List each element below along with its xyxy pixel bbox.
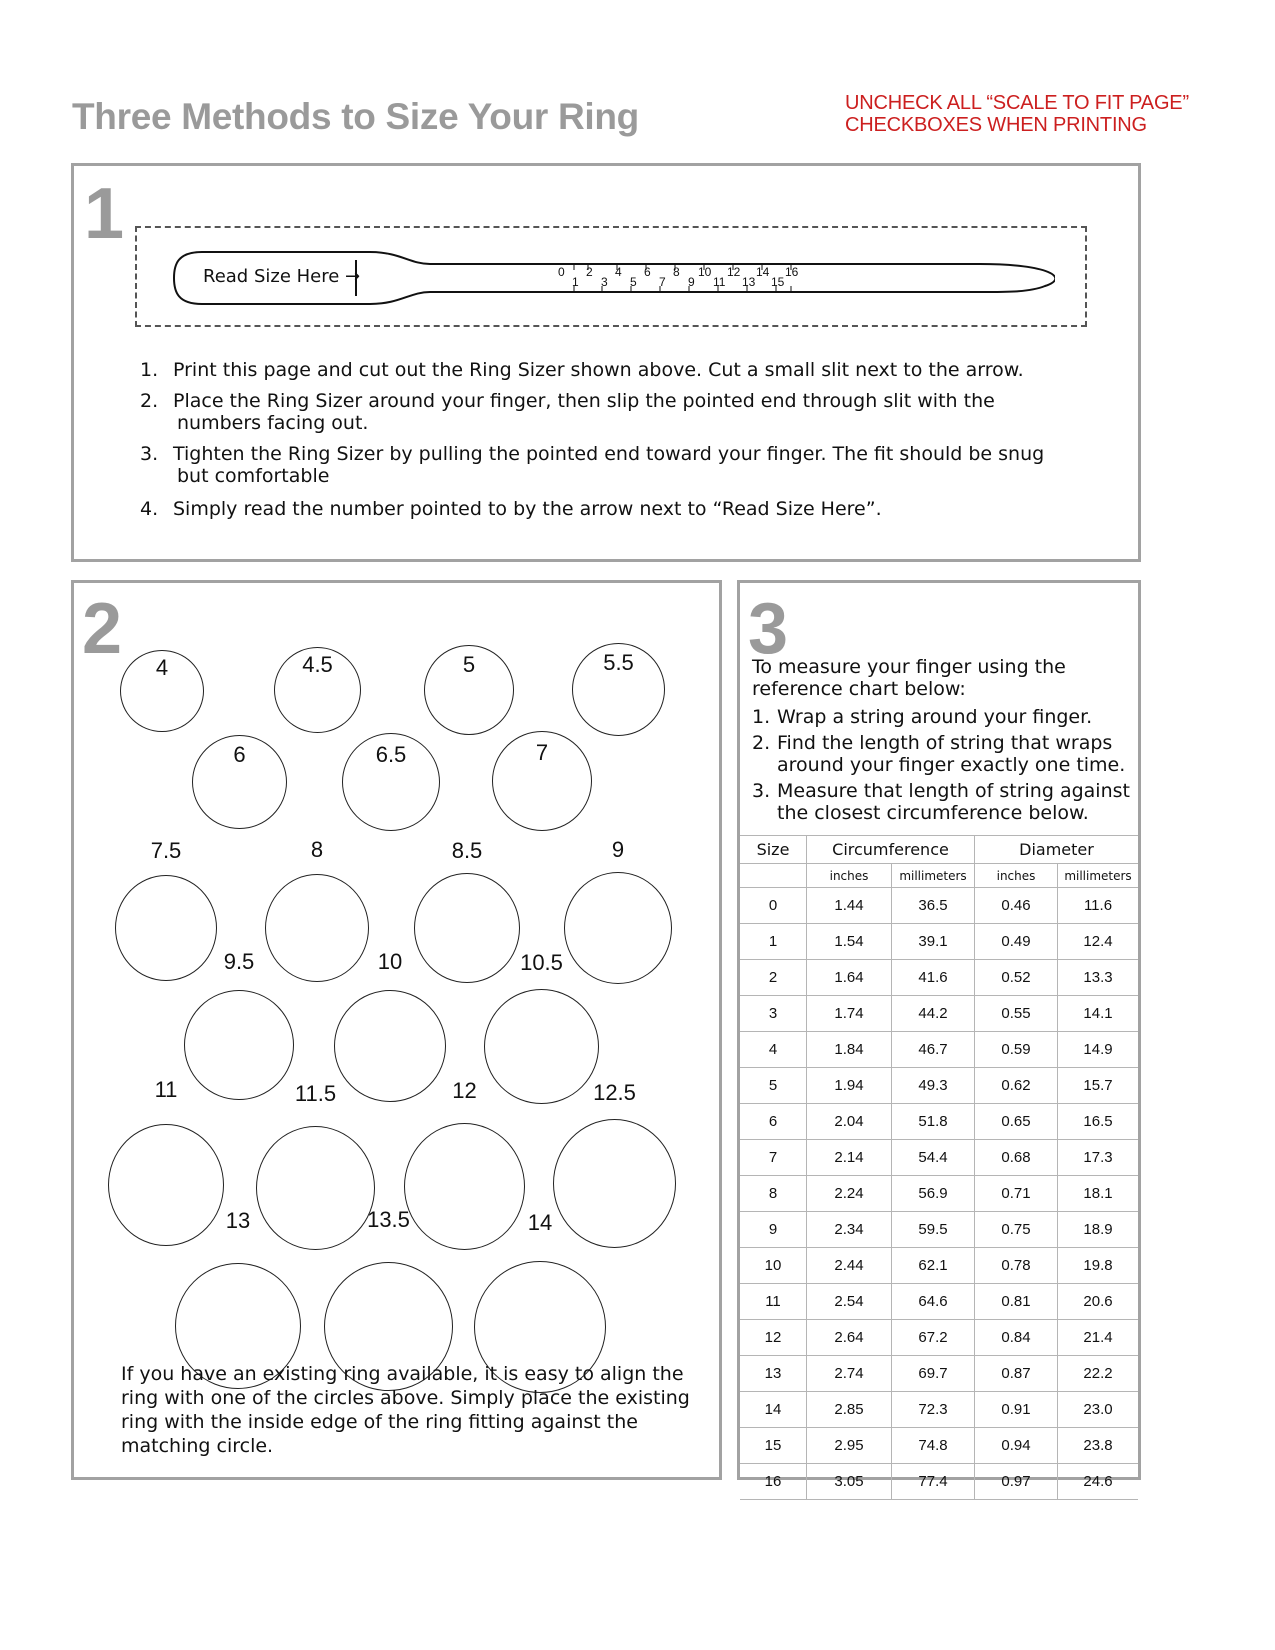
table-cell: 11.6 <box>1058 888 1139 924</box>
table-cell: 62.1 <box>892 1248 975 1284</box>
table-cell: 0.78 <box>975 1248 1058 1284</box>
print-warning-line-1: UNCHECK ALL “SCALE TO FIT PAGE” <box>845 92 1189 114</box>
ring-circle-11: 11 <box>108 1124 224 1246</box>
table-cell: 21.4 <box>1058 1320 1139 1356</box>
table-cell: 74.8 <box>892 1428 975 1464</box>
tick-5: 5 <box>630 275 637 289</box>
ring-circle-8-5: 8.5 <box>414 873 520 983</box>
table-cell: 56.9 <box>892 1176 975 1212</box>
table-cell: 1.54 <box>807 924 892 960</box>
table-cell: 6 <box>740 1104 807 1140</box>
table-cell: 2.14 <box>807 1140 892 1176</box>
ring-circle-13-5: 13.5 <box>324 1262 453 1391</box>
table-cell: 2.54 <box>807 1284 892 1320</box>
table-cell: 22.2 <box>1058 1356 1139 1392</box>
method-1-step-1: 1. Print this page and cut out the Ring Sizer shown above. Cut a small slit next to the arrow. <box>140 359 1024 381</box>
ring-circle-9: 9 <box>564 872 672 984</box>
table-cell: 0.62 <box>975 1068 1058 1104</box>
table-cell: 12 <box>740 1320 807 1356</box>
ring-circle-6-5: 6.5 <box>342 733 440 831</box>
table-cell: 3 <box>740 996 807 1032</box>
tick-4: 4 <box>615 265 622 279</box>
table-cell: 0 <box>740 888 807 924</box>
table-cell: 59.5 <box>892 1212 975 1248</box>
method-3-instructions <box>752 656 1132 824</box>
table-cell: 0.84 <box>975 1320 1058 1356</box>
table-cell: 0.75 <box>975 1212 1058 1248</box>
table-cell: 18.9 <box>1058 1212 1139 1248</box>
table-row <box>740 924 1138 960</box>
table-cell: 24.6 <box>1058 1464 1139 1500</box>
table-cell: 1.64 <box>807 960 892 996</box>
table-cell: 2.74 <box>807 1356 892 1392</box>
table-row <box>740 1428 1138 1464</box>
header-size: Size <box>740 836 807 864</box>
table-cell: 0.65 <box>975 1104 1058 1140</box>
ring-circle-12: 12 <box>404 1123 525 1250</box>
read-size-here-label: Read Size Here → <box>203 266 361 287</box>
method-2-instructions: If you have an existing ring available, it is easy to align the ring with one of the circles above. Simply place the existing ring with the inside edge of the ring fitting against the matching circle. <box>121 1363 690 1457</box>
table-cell: 9 <box>740 1212 807 1248</box>
ring-circle-4: 4 <box>120 650 204 732</box>
table-cell: 1.94 <box>807 1068 892 1104</box>
tick-6: 6 <box>644 265 651 279</box>
ring-circle-12-5: 12.5 <box>553 1119 676 1248</box>
table-cell: 13.3 <box>1058 960 1139 996</box>
table-row <box>740 1176 1138 1212</box>
tick-12: 12 <box>727 265 741 279</box>
tick-2: 2 <box>586 265 593 279</box>
method-1-number: 1 <box>84 174 125 254</box>
table-cell: 4 <box>740 1032 807 1068</box>
table-cell: 1.44 <box>807 888 892 924</box>
table-cell: 8 <box>740 1176 807 1212</box>
table-cell: 0.68 <box>975 1140 1058 1176</box>
table-cell: 7 <box>740 1140 807 1176</box>
table-row <box>740 1356 1138 1392</box>
table-cell: 13 <box>740 1356 807 1392</box>
table-row <box>740 1140 1138 1176</box>
table-row <box>740 1104 1138 1140</box>
method-1-step-3: 3. Tighten the Ring Sizer by pulling the pointed end toward your finger. The fit should be snug but comfortable <box>140 443 1045 487</box>
table-cell: 2.24 <box>807 1176 892 1212</box>
ring-circle-5: 5 <box>424 645 514 735</box>
table-row <box>740 1464 1138 1500</box>
page-title: Three Methods to Size Your Ring <box>72 96 639 137</box>
table-row <box>740 1392 1138 1428</box>
ring-circle-7: 7 <box>492 731 592 831</box>
tick-8: 8 <box>673 265 680 279</box>
method-2-number: 2 <box>82 589 123 669</box>
tick-3: 3 <box>601 275 608 289</box>
table-cell: 77.4 <box>892 1464 975 1500</box>
tick-15: 15 <box>771 275 785 289</box>
table-cell: 14.9 <box>1058 1032 1139 1068</box>
ring-circle-9-5: 9.5 <box>184 990 294 1100</box>
table-cell: 0.87 <box>975 1356 1058 1392</box>
table-header-row <box>740 836 1138 864</box>
table-cell: 0.71 <box>975 1176 1058 1212</box>
table-row <box>740 1320 1138 1356</box>
ring-circle-11-5: 11.5 <box>256 1126 375 1250</box>
table-cell: 0.94 <box>975 1428 1058 1464</box>
table-cell: 16.5 <box>1058 1104 1139 1140</box>
table-cell: 10 <box>740 1248 807 1284</box>
table-row <box>740 1284 1138 1320</box>
method-3-step-3: 3. Measure that length of string against the closest circumference below. <box>752 780 1130 824</box>
tick-9: 9 <box>688 275 695 289</box>
table-row <box>740 1032 1138 1068</box>
table-cell: 64.6 <box>892 1284 975 1320</box>
table-cell: 17.3 <box>1058 1140 1139 1176</box>
table-cell: 46.7 <box>892 1032 975 1068</box>
table-cell: 67.2 <box>892 1320 975 1356</box>
method-3-step-2: 2. Find the length of string that wraps around your finger exactly one time. <box>752 732 1126 776</box>
tick-14: 14 <box>756 265 770 279</box>
header-circumference: Circumference <box>807 836 975 864</box>
table-cell: 0.81 <box>975 1284 1058 1320</box>
ring-circle-6: 6 <box>192 735 287 829</box>
table-cell: 20.6 <box>1058 1284 1139 1320</box>
table-cell: 49.3 <box>892 1068 975 1104</box>
tick-0: 0 <box>558 265 565 279</box>
table-row <box>740 996 1138 1032</box>
table-row <box>740 1212 1138 1248</box>
method-3-intro: To measure your finger using the reference chart below: <box>752 656 1066 700</box>
tick-13: 13 <box>742 275 756 289</box>
ring-size-chart <box>740 835 1138 1500</box>
method-1-step-4: 4. Simply read the number pointed to by the arrow next to “Read Size Here”. <box>140 498 882 520</box>
table-cell: 16 <box>740 1464 807 1500</box>
table-cell: 2.95 <box>807 1428 892 1464</box>
table-cell: 23.0 <box>1058 1392 1139 1428</box>
ring-circle-10-5: 10.5 <box>484 989 599 1104</box>
tick-10: 10 <box>698 265 712 279</box>
table-cell: 0.91 <box>975 1392 1058 1428</box>
method-1-step-2: 2. Place the Ring Sizer around your finger, then slip the pointed end through slit with the numbers facing out. <box>140 390 995 434</box>
table-cell: 5 <box>740 1068 807 1104</box>
table-cell: 11 <box>740 1284 807 1320</box>
table-cell: 69.7 <box>892 1356 975 1392</box>
subheader-circ-mm: millimeters <box>892 864 975 888</box>
tick-16: 16 <box>785 265 799 279</box>
ring-circle-13: 13 <box>175 1263 301 1389</box>
arrow-right-icon: → <box>345 266 361 287</box>
table-row <box>740 1068 1138 1104</box>
table-cell: 44.2 <box>892 996 975 1032</box>
table-body <box>740 888 1138 1500</box>
ring-circle-7-5: 7.5 <box>115 875 217 981</box>
print-warning-line-2: CHECKBOXES WHEN PRINTING <box>845 114 1147 136</box>
table-cell: 41.6 <box>892 960 975 996</box>
header-diameter: Diameter <box>975 836 1139 864</box>
table-cell: 54.4 <box>892 1140 975 1176</box>
table-cell: 18.1 <box>1058 1176 1139 1212</box>
table-cell: 3.05 <box>807 1464 892 1500</box>
table-row <box>740 888 1138 924</box>
method-3-number: 3 <box>748 589 789 669</box>
table-cell: 2.64 <box>807 1320 892 1356</box>
tick-11: 11 <box>713 275 726 289</box>
table-cell: 2.44 <box>807 1248 892 1284</box>
table-cell: 2 <box>740 960 807 996</box>
print-warning <box>845 92 1189 136</box>
table-cell: 72.3 <box>892 1392 975 1428</box>
table-cell: 36.5 <box>892 888 975 924</box>
table-cell: 2.04 <box>807 1104 892 1140</box>
table-row <box>740 1248 1138 1284</box>
table-cell: 0.97 <box>975 1464 1058 1500</box>
table-cell: 2.85 <box>807 1392 892 1428</box>
table-cell: 12.4 <box>1058 924 1139 960</box>
table-cell: 51.8 <box>892 1104 975 1140</box>
table-cell: 15 <box>740 1428 807 1464</box>
table-cell: 19.8 <box>1058 1248 1139 1284</box>
table-cell: 23.8 <box>1058 1428 1139 1464</box>
subheader-circ-inches: inches <box>807 864 892 888</box>
method-3-step-1: 1. Wrap a string around your finger. <box>752 706 1093 728</box>
table-cell: 0.59 <box>975 1032 1058 1068</box>
subheader-diam-mm: millimeters <box>1058 864 1139 888</box>
table-cell: 0.52 <box>975 960 1058 996</box>
ring-circle-5-5: 5.5 <box>572 643 665 736</box>
table-cell: 15.7 <box>1058 1068 1139 1104</box>
table-cell: 1.74 <box>807 996 892 1032</box>
subheader-diam-inches: inches <box>975 864 1058 888</box>
tick-7: 7 <box>659 275 666 289</box>
ring-circle-8: 8 <box>265 874 369 982</box>
table-cell: 2.34 <box>807 1212 892 1248</box>
table-cell: 0.46 <box>975 888 1058 924</box>
table-cell: 39.1 <box>892 924 975 960</box>
ring-circle-4-5: 4.5 <box>274 647 361 733</box>
ring-circle-10: 10 <box>334 990 446 1102</box>
table-cell: 0.49 <box>975 924 1058 960</box>
table-row <box>740 960 1138 996</box>
table-cell: 1.84 <box>807 1032 892 1068</box>
table-cell: 14 <box>740 1392 807 1428</box>
table-cell: 14.1 <box>1058 996 1139 1032</box>
ring-circle-14: 14 <box>474 1261 606 1393</box>
table-subheader-row <box>740 864 1138 888</box>
tick-1: 1 <box>572 275 579 289</box>
table-cell: 1 <box>740 924 807 960</box>
table-cell: 0.55 <box>975 996 1058 1032</box>
